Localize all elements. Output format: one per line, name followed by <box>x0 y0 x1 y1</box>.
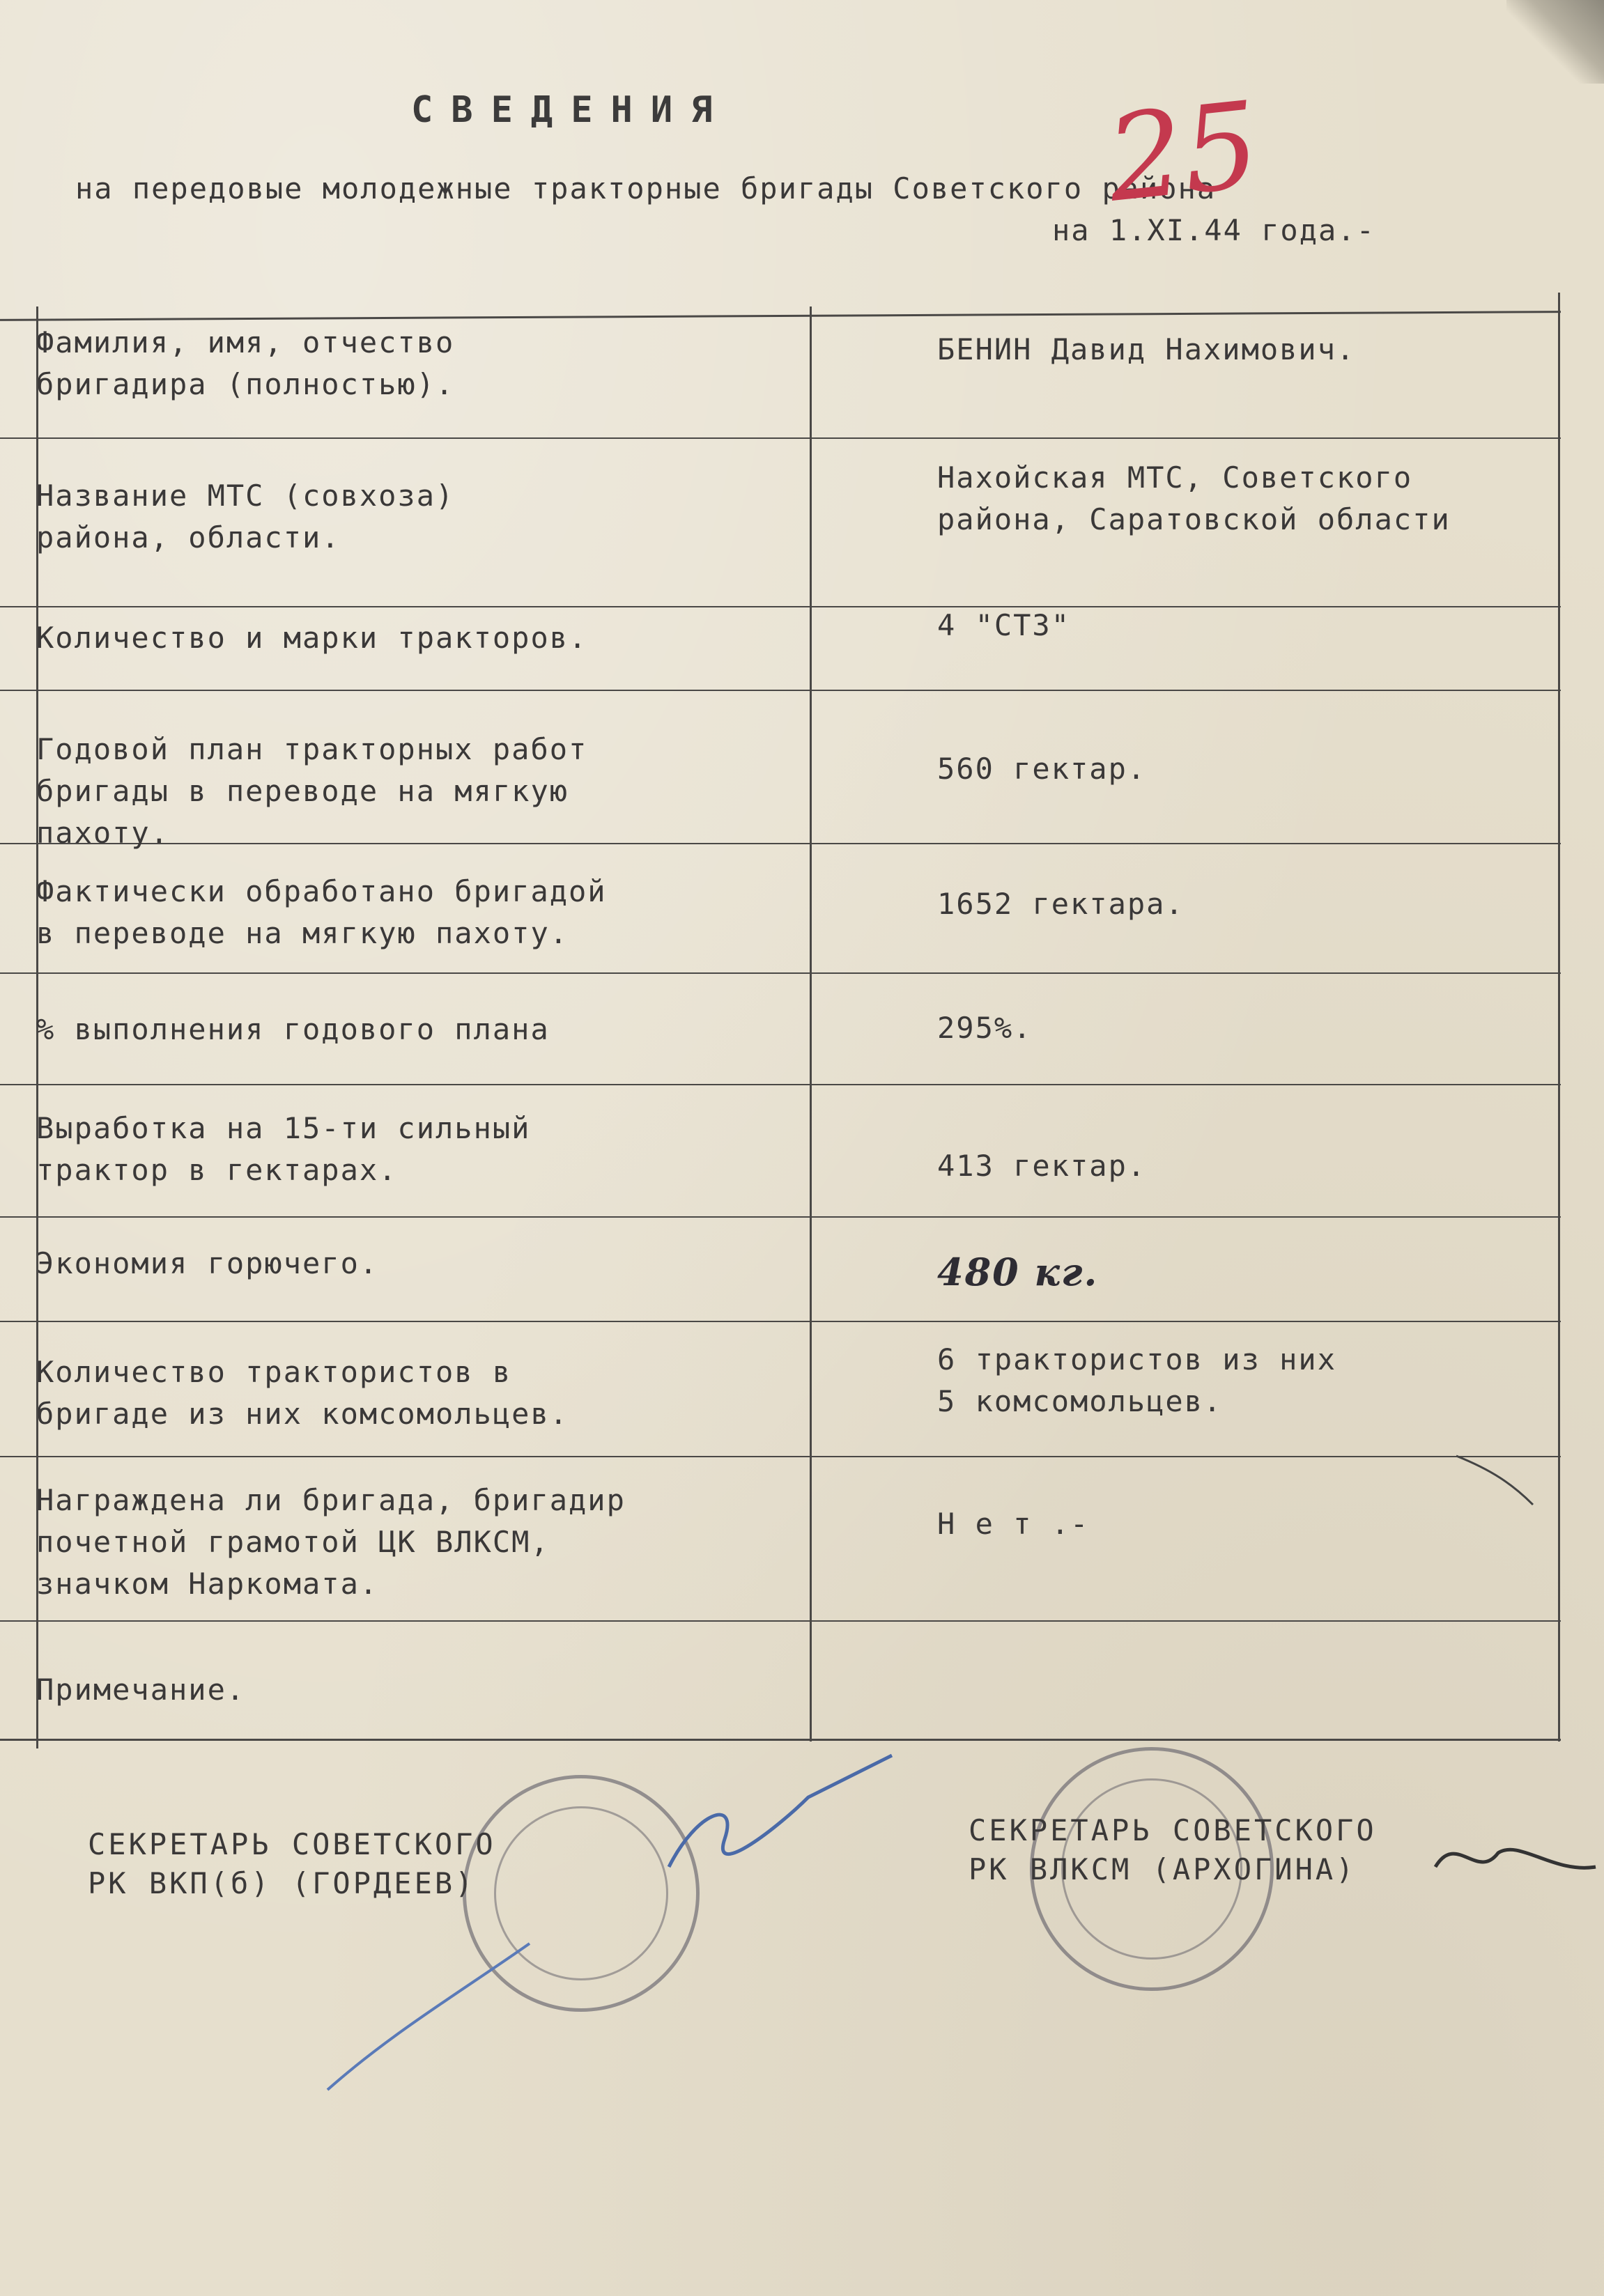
row-label-notes: Примечание. <box>36 1673 246 1707</box>
row-value-tractor-count: 4 "СТЗ" <box>937 608 1071 642</box>
document-date: на 1.XI.44 года.- <box>1052 213 1375 247</box>
row-label-output-per-tractor: Выработка на 15-ти сильный трактор в гектарах. <box>36 1111 531 1187</box>
row-label-tractor-drivers: Количество трактористов в бригаде из них комсомольцев. <box>36 1355 569 1431</box>
black-signature-right <box>1435 1849 1596 1868</box>
blue-signature-left <box>669 1755 892 1867</box>
row-value-mts-name: Нахойская МТС, Советского района, Саратовской области <box>937 460 1451 536</box>
row-value-actual-processed: 1652 гектара. <box>937 887 1185 921</box>
row-label-foreman-name: Фамилия, имя, отчество бригадира (полностью). <box>36 325 455 401</box>
row-label-awards: Награждена ли бригада, бригадир почетной грамотой ЦК ВЛКСМ, значком Наркомата. <box>36 1483 626 1601</box>
row-value-fuel-savings: 480 кг. <box>937 1250 1099 1294</box>
row-label-mts-name: Название МТС (совхоза) района, области. <box>36 479 455 554</box>
row-label-tractor-count: Количество и марки тракторов. <box>36 621 588 655</box>
ink-flourish <box>1456 1456 1533 1505</box>
row-value-plan-percent: 295%. <box>937 1011 1033 1045</box>
row-label-fuel-savings: Экономия горючего. <box>36 1246 379 1280</box>
signature-block-right: СЕКРЕТАРЬ СОВЕТСКОГО РК ВЛКСМ (АРХОГИНА) <box>969 1813 1377 1886</box>
row-value-output-per-tractor: 413 гектар. <box>937 1149 1147 1183</box>
document-title: СВЕДЕНИЯ <box>411 89 731 131</box>
blue-pen-stroke <box>327 1944 530 2090</box>
row-label-annual-plan: Годовой план тракторных работ бригады в переводе на мягкую пахоту. <box>36 732 588 850</box>
row-value-awards: Н е т .- <box>937 1507 1090 1541</box>
document-subtitle: на передовые молодежные тракторные бригады Советского района <box>75 171 1217 205</box>
row-label-actual-processed: Фактически обработано бригадой в переводе на мягкую пахоту. <box>36 874 607 950</box>
row-value-foreman-name: БЕНИН Давид Нахимович. <box>937 332 1356 366</box>
row-value-annual-plan: 560 гектар. <box>937 752 1147 786</box>
row-label-plan-percent: % выполнения годового плана <box>36 1012 550 1046</box>
row-value-tractor-drivers: 6 трактористов из них 5 комсомольцев. <box>937 1342 1337 1418</box>
archive-number: 25 <box>1101 76 1266 229</box>
signature-block-left: СЕКРЕТАРЬ СОВЕТСКОГО РК ВКП(б) (ГОРДЕЕВ) <box>88 1827 496 1900</box>
